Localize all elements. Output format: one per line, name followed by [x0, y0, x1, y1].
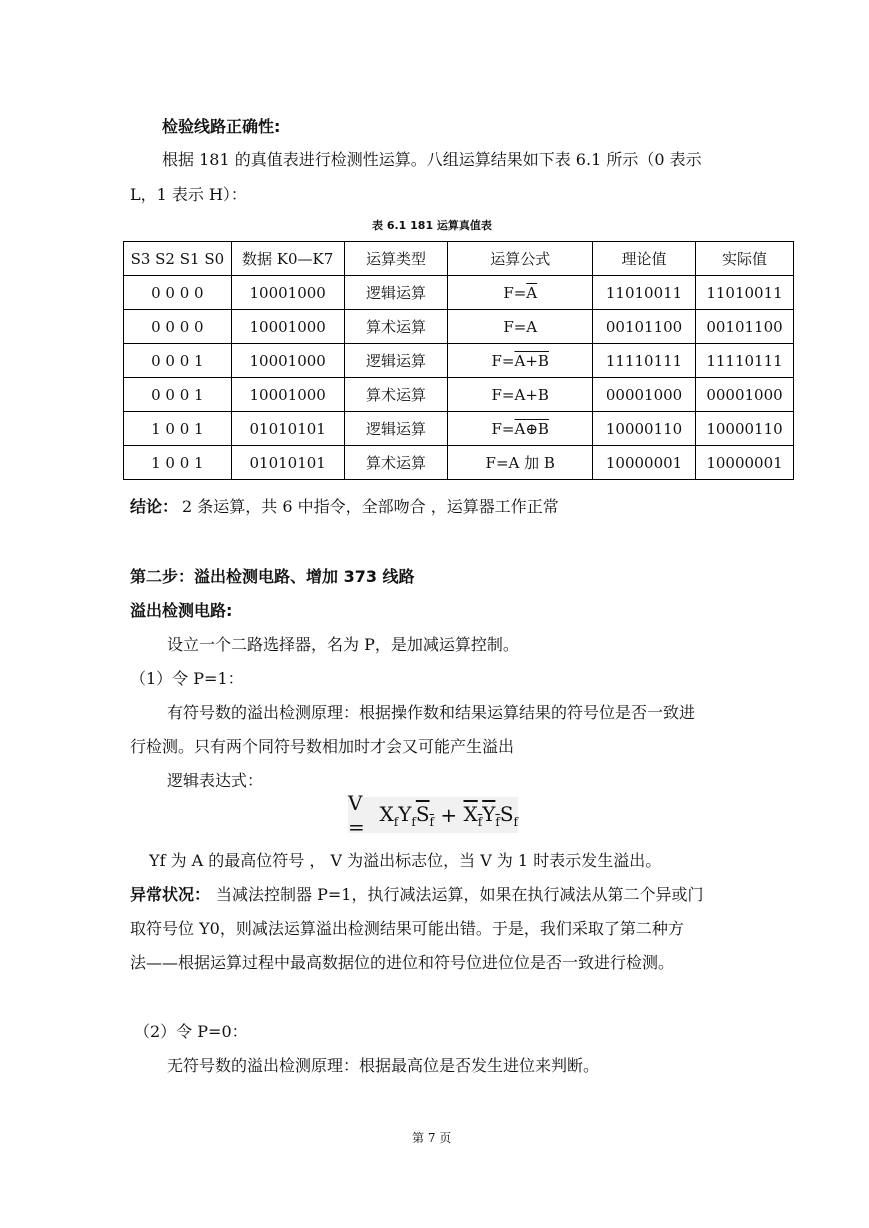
table-caption: 表 6.1 181 运算真值表 [372, 219, 492, 232]
conclusion-text: 2 条运算，共 6 中指令，全部吻合 ，运算器工作正常 [182, 497, 559, 516]
formula-lhs: V = [348, 791, 365, 839]
section-heading-check: 检验线路正确性: [162, 117, 281, 136]
formula-term-1: $X_fY_f\overline{S}_{\overline{f}}$ [379, 801, 434, 829]
cell-actual: 10000001 [696, 446, 794, 480]
cell-s-bits: 0 0 0 1 [124, 344, 232, 378]
paragraph-check-line1: 根据 181 的真值表进行检测性运算。八组运算结果如下表 6.1 所示（0 表示 [162, 150, 702, 169]
table-row [124, 378, 794, 412]
abnormal-line3: 法——根据运算过程中最高数据位的进位和符号位进位位是否一致进行检测。 [130, 953, 675, 972]
cell-data: 10001000 [231, 310, 344, 344]
paragraph-mux: 设立一个二路选择器，名为 P，是加减运算控制。 [167, 635, 519, 654]
cell-formula: $F=\overline{A}$ [448, 276, 593, 310]
cell-formula: F=A 加 B [448, 446, 593, 480]
table-row [124, 412, 794, 446]
abnormal-line1: 当减法控制器 P=1，执行减法运算，如果在执行减法从第二个异或门 [216, 885, 704, 904]
cell-op-type: 逻辑运算 [344, 412, 448, 446]
cell-op-type: 算术运算 [344, 446, 448, 480]
cell-actual: 10000110 [696, 412, 794, 446]
page-number: 第 7 页 [412, 1131, 452, 1145]
paragraph-signed-line1: 有符号数的溢出检测原理：根据操作数和结果运算结果的符号位是否一致进 [167, 703, 696, 722]
table-header-row [124, 242, 794, 276]
formula-term-2: $\overline{X}_{\overline{f}}\overline{Y}_{\overline{f}}S_f$ [463, 801, 518, 829]
cell-theory: 00101100 [593, 310, 696, 344]
cell-data: 10001000 [231, 276, 344, 310]
cell-s-bits: 0 0 0 0 [124, 310, 232, 344]
header-data: 数据 K0—K7 [231, 242, 344, 276]
header-formula: 运算公式 [448, 242, 593, 276]
cell-data: 01010101 [231, 412, 344, 446]
cell-op-type: 算术运算 [344, 310, 448, 344]
cell-theory: 11110111 [593, 344, 696, 378]
cell-theory: 10000110 [593, 412, 696, 446]
paragraph-yf: Yf 为 A 的最高位符号 ， V 为溢出标志位，当 V 为 1 时表示发生溢出。 [149, 851, 662, 870]
abnormal-line2: 取符号位 Y0，则减法运算溢出检测结果可能出错。于是，我们采取了第二种方 [130, 919, 684, 938]
case-1-label: （1）令 P=1： [130, 669, 244, 688]
cell-s-bits: 1 0 0 1 [124, 446, 232, 480]
cell-s-bits: 0 0 0 1 [124, 378, 232, 412]
logic-expression-label: 逻辑表达式： [167, 771, 264, 790]
cell-data: 10001000 [231, 344, 344, 378]
paragraph-signed-line2: 行检测。只有两个同符号数相加时才会又可能产生溢出 [130, 737, 515, 756]
paragraph-unsigned: 无符号数的溢出检测原理：根据最高位是否发生进位来判断。 [167, 1056, 600, 1075]
cell-formula: F=A⊕B [448, 412, 593, 446]
cell-theory: 10000001 [593, 446, 696, 480]
abnormal-label: 异常状况： [130, 885, 211, 904]
overflow-formula [348, 791, 518, 839]
header-op-type: 运算类型 [344, 242, 448, 276]
cell-formula: F=A [448, 310, 593, 344]
table-row [124, 276, 794, 310]
cell-formula: F=A+B [448, 378, 593, 412]
cell-s-bits: 0 0 0 0 [124, 276, 232, 310]
formula-plus: + [440, 803, 458, 827]
cell-actual: 00001000 [696, 378, 794, 412]
cell-data: 10001000 [231, 378, 344, 412]
cell-actual: 11110111 [696, 344, 794, 378]
cell-data: 01010101 [231, 446, 344, 480]
paragraph-check-line2: L，1 表示 H）： [130, 185, 247, 204]
header-theory: 理论值 [593, 242, 696, 276]
cell-actual: 11010011 [696, 276, 794, 310]
cell-formula: F=A+B [448, 344, 593, 378]
header-s-bits: S3 S2 S1 S0 [124, 242, 232, 276]
header-actual: 实际值 [696, 242, 794, 276]
table-row [124, 310, 794, 344]
truth-table [123, 241, 794, 480]
cell-actual: 00101100 [696, 310, 794, 344]
cell-op-type: 逻辑运算 [344, 344, 448, 378]
step2-heading: 第二步：溢出检测电路、增加 373 线路 [130, 567, 415, 586]
cell-op-type: 算术运算 [344, 378, 448, 412]
cell-theory: 00001000 [593, 378, 696, 412]
case-2-label: （2）令 P=0： [134, 1022, 248, 1041]
cell-theory: 11010011 [593, 276, 696, 310]
cell-s-bits: 1 0 0 1 [124, 412, 232, 446]
table-row [124, 344, 794, 378]
overflow-heading: 溢出检测电路: [130, 601, 233, 620]
table-row [124, 446, 794, 480]
conclusion-label: 结论： [130, 497, 179, 516]
cell-op-type: 逻辑运算 [344, 276, 448, 310]
